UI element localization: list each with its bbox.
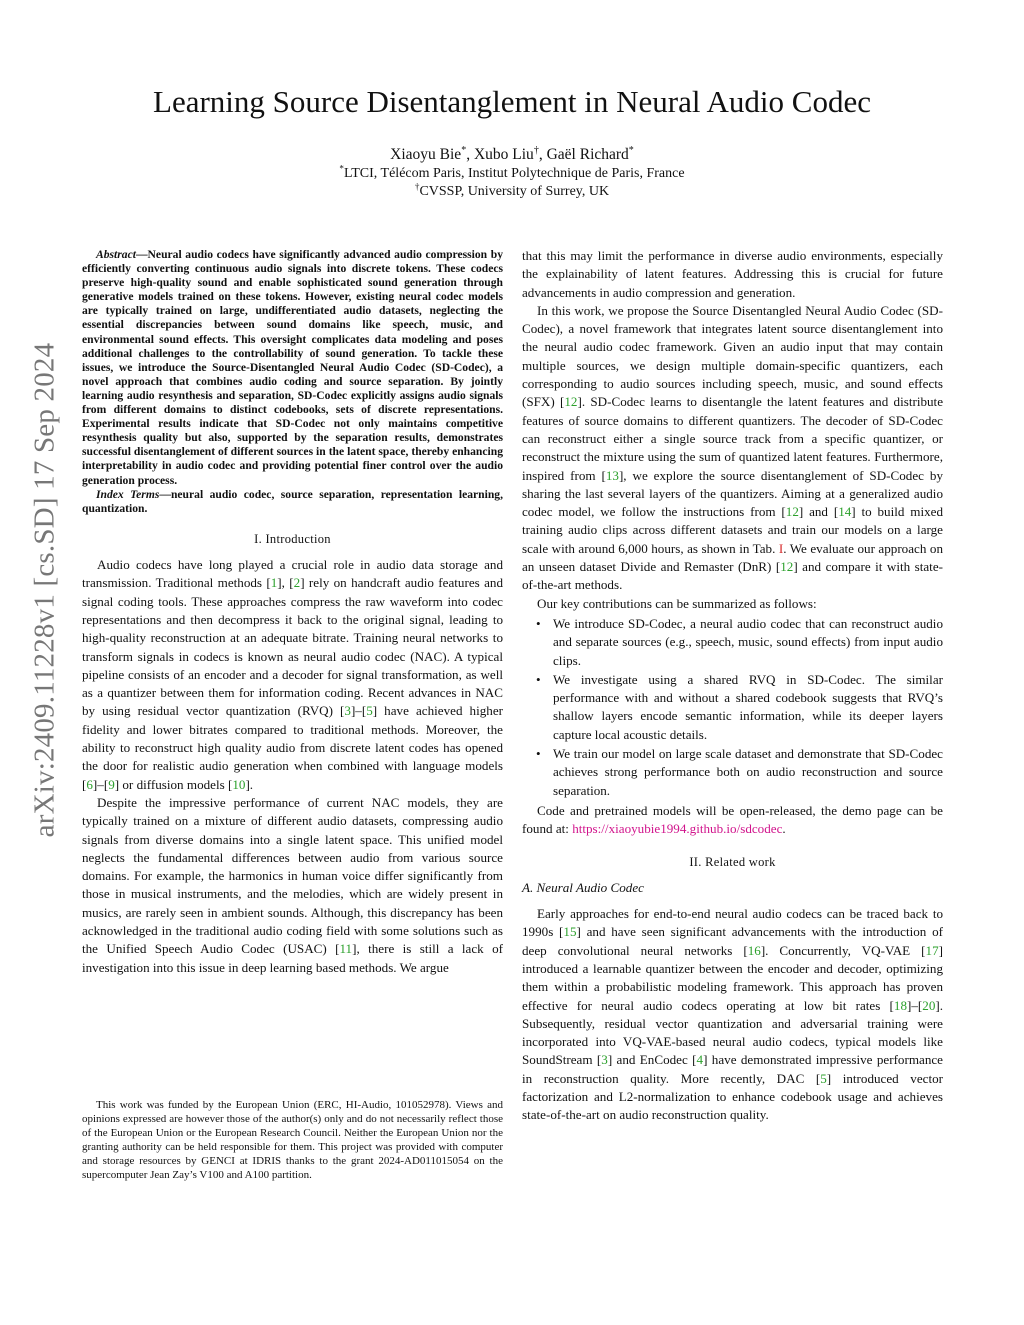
left-column <box>82 248 503 977</box>
citation-link[interactable]: 15 <box>563 924 577 940</box>
citation-link[interactable]: 14 <box>838 504 852 520</box>
citation-link[interactable]: 12 <box>780 559 794 575</box>
citation-link[interactable]: 12 <box>564 394 578 410</box>
contributions-intro: Our key contributions can be summarized as follows: <box>537 595 817 611</box>
citation-link[interactable]: 9 <box>108 776 115 792</box>
citation-link[interactable]: 5 <box>366 703 373 719</box>
bullet-icon: • <box>536 671 541 687</box>
citation-link[interactable]: 17 <box>925 942 939 958</box>
citation-link[interactable]: 13 <box>605 467 619 483</box>
intro-paragraph-2: Despite the impressive performance of current NAC models, they are typically trained on a mixture of different audio datasets, compressing audio signals from diverse domains into a single latent space. This unified model neglects the fundamental differences between audio from various source domains. For example, the harmonics in human voice differ significantly from those in musical instruments, and the melodies, which are widely present in musics, are rarely seen in ambient sounds. Although, this discrepancy has been acknowledged in the traditional audio coding field with some solutions such as the Unified Speech Audio Codec (USAC) [11], there is still a lack of investigation into this issue in deep learning based methods. We argue <box>82 794 503 975</box>
demo-page-link[interactable]: https://xiaoyubie1994.github.io/sdcodec <box>572 821 783 837</box>
list-item: • We train our model on large scale dataset and demonstrate that SD-Codec achieves strong performance both on audio reconstruction and source separation. <box>536 746 943 798</box>
contribution-list <box>522 615 943 800</box>
paper-page: Learning Source Disentanglement in Neural Audio Codec Xiaoyu Bie*, Xubo Liu†, Gaël Richard* *LTCI, Télécom Paris, Institut Polytechnique de Paris, France †CVSSP, University of Surrey, UK arXiv:2409.11228v1 [cs.SD] 17 Sep 2024 Abstract—Neural audio codecs have significantly advanced audio compression by efficiently converting continuous audio signals into discrete tokens. These codecs preserve high-quality sound and enable sophisticated sound generation through generative models trained on these tokens. However, existing neural codec models are typically trained on large, undifferentiated audio datasets, neglecting the essential discrepancies between sound domains like speech, music, and environmental sound effects. This oversight complicates data modeling and poses additional challenges to the controllability of sound generation. To tackle these issues, we introduce the Source-Disentangled Neural Audio Codec (SD-Codec), a novel approach that combines audio coding and source separation. By jointly learning audio resynthesis and separation, SD-Codec explicitly assigns audio signals from different domains to distinct codebooks, sets of discrete representations. Experimental results indicate that SD-Codec not only maintains competitive resynthesis quality but also, supported by the separation results, demonstrates successful disentanglement of different sources in the latent space, thereby enhancing interpretability in audio codec and providing potential finer control over the audio generation process. Index Terms—neural audio codec, source separation, representation learning, quantization. I. Introduction Audio codecs have long played a crucial role in audio data storage and transmission. Traditional methods [1], [2] rely on handcraft audio features and signal coding tools. These approaches compress the raw waveform into codec representations and then decompress it back to the original signal, leading to high-quality reconstruction at an adequate bitrate. Training neural networks to transform signals in codecs is known as neural audio codec (NAC). A typical pipeline consists of an encoder and a decoder for signal transformation, as well as a quantizer between them for information coding. Recent advances in NAC by using residual vector quantization (RVQ) [3]–[5] have achieved higher fidelity and lower bitrates compared to traditional methods. Moreover, the ability to reconstruct high quality audio from discrete latent codes has opened the door for realistic audio generation when combined with language models [6]–[9] or diffusion models [10]. Despite the impressive performance of current NAC models, they are typically trained on a mixture of different audio datasets, compressing audio signals from diverse domains into a single latent space. This unified model neglects the fundamental differences between audio from various source domains. For example, the harmonics in human voice differ significantly from those in musical instruments, and the melodies, which are widely present in musics, are rarely seen in ambient sounds. Although, this discrepancy has been acknowledged in the traditional audio coding field with some solutions such as the Unified Speech Audio Codec (USAC) [11], there is still a lack of investigation into this issue in deep learning based methods. We argue This work was funded by the European Union (ERC, HI-Audio, 101052978). Views and opinions expressed are however those of the author(s) only and do not necessarily reflect those of the European Union or the European Research Council. Neither the European Union nor the granting authority can be held responsible for them. This project was provided with computer and storage resources by GENCI at IDRIS thanks to the grant 2024-AD011015054 on the supercomputer Jean Zay’s V100 and A100 partition. that this may limit the performance in diverse audio environments, especially the explainability of latent features. Addressing this is crucial for future advancements in audio compression and generation. In this work, we propose the Source Disentangled Neural Audio Codec (SD-Codec), a novel framework that integrates latent source disentanglement into the neural audio codec framework. Given an audio input that may contain multiple sources, we design multiple domain-specific quantizers, each corresponding to audio sources including speech, music, and sound effects (SFX) [12]. SD-Codec learns to disentangle the latent features and distribute features of source domains to different quantizers. The decoder of SD-Codec can reconstruct either a single source track from a specific quantizer, or reconstruct the mixture using the sum of quantized latent features. Furthermore, inspired from [13], we explore the source disentanglement of SD-Codec by sharing the last several layers of the quantizers. Aiming at a generalized audio codec model, we follow the instructions from [12] and [14] to build mixed training audio clips across different datasets and train our models on a large scale with around 6,000 hours, as shown in Tab. I. We evaluate our approach on an unseen dataset Divide and Remaster (DnR) [12] and compare it with state-of-the-art methods. Our key contributions can be summarized as follows: • We introduce SD-Codec, a neural audio codec that can reconstruct audio and separate sources (e.g., speech, music, sound effects) from input audio clips. • We investigate using a shared RVQ in SD-Codec. The similar performance with and without a shared codebook suggests that RVQ’s shallow layers encode semantic information, while its deeper layers capture local acoustic details. • We train our model on large scale dataset and demonstrate that SD-Codec achieves strong performance both on audio reconstruction and source separation. Code and pretrained models will be open-released, the demo page can be found at: https://xiaoyubie1994.github.io/sdcodec. II. Related work A. Neural Audio Codec Early approaches for end-to-end neural audio codecs can be traced back to 1990s [15] and have seen significant advancements with the introduction of deep convolutional neural networks [16]. Concurrently, VQ-VAE [17] introduced a learnable quantizer between the encoder and decoder, optimizing them within a probabilistic modeling framework. This approach has proven effective for neural audio codecs operating at low bit rates [18]–[20]. Subsequently, residual vector quantization and adversarial training were incorporated into VQ-VAE-based neural audio codecs, typical models like SoundStream [3] and EnCodec [4] have demonstrated impressive performance in reconstruction quality. More recently, DAC [5] introduced vector factorization and L2-normalization to enhance codebook usage and achieves state-of-the-art on audio reconstruction quality. <box>0 0 1024 1325</box>
right-column <box>522 247 943 1125</box>
subsection-heading: A. Neural Audio Codec <box>522 879 644 895</box>
citation-link[interactable]: 4 <box>696 1052 704 1068</box>
list-item: • We investigate using a shared RVQ in SD-Codec. The similar performance with and without a shared codebook suggests that RVQ’s shallow layers encode semantic information, while its deeper layers capture local acoustic details. <box>536 671 943 742</box>
paper-title: Learning Source Disentanglement in Neural Audio Codec <box>153 84 871 119</box>
related-work-paragraph: Early approaches for end-to-end neural audio codecs can be traced back to 1990s [15] and have seen significant advancements with the introduction of deep convolutional neural networks [16]. Concurrently, VQ-VAE [17] introduced a learnable quantizer between the encoder and decoder, optimizing them within a probabilistic modeling framework. This approach has proven effective for neural audio codecs operating at low bit rates [18]–[20]. Subsequently, residual vector quantization and adversarial training were incorporated into VQ-VAE-based neural audio codecs, typical models like SoundStream [3] and EnCodec [4] have demonstrated impressive performance in reconstruction quality. More recently, DAC [5] introduced vector factorization and L2-normalization to enhance codebook usage and achieves state-of-the-art on audio reconstruction quality. <box>522 906 944 1123</box>
citation-link[interactable]: 2 <box>293 575 301 591</box>
table-ref-link[interactable]: I <box>778 540 784 556</box>
affiliation: *LTCI, Télécom Paris, Institut Polytechnique de Paris, France <box>339 163 685 181</box>
citation-link[interactable]: 18 <box>893 997 907 1013</box>
bullet-icon: • <box>536 746 541 762</box>
author-name: Xiaoyu Bie <box>390 146 462 163</box>
citation-link[interactable]: 12 <box>785 504 799 520</box>
demo-paragraph: Code and pretrained models will be open-released, the demo page can be found at: https://xiaoyubie1994.github.io/sdcodec. <box>522 802 943 837</box>
funding-footnote: This work was funded by the European Union (ERC, HI-Audio, 101052978). Views and opinions expressed are however those of the author(s) only and do not necessarily reflect those of the European Union or the European Research Council. Neither the European Union nor the granting authority can be held responsible for them. This project was provided with computer and storage resources by GENCI at IDRIS thanks to the grant 2024-AD011015054 on the supercomputer Jean Zay’s V100 and A100 partition. <box>82 1099 503 1181</box>
citation-link[interactable]: 3 <box>344 703 351 719</box>
affiliation: †CVSSP, University of Surrey, UK <box>414 181 610 199</box>
continued-paragraph: that this may limit the performance in diverse audio environments, especially the explainability of latent features. Addressing this is crucial for future advancements in audio compression and generation. <box>522 248 943 300</box>
citation-link[interactable]: 1 <box>270 575 278 591</box>
author-list: Xiaoyu Bie*, Xubo Liu†, Gaël Richard* <box>390 144 634 163</box>
citation-link[interactable]: 3 <box>601 1052 608 1068</box>
abstract: Abstract—Neural audio codecs have significantly advanced audio compression by efficiently converting continuous audio signals into discrete tokens. These codecs preserve high-quality sound and enable sophisticated sound generation through generative models trained on these tokens. However, existing neural codec models are typically trained on large, undifferentiated audio datasets, neglecting the essential discrepancies between sound domains like speech, music, and environmental sound effects. This oversight complicates data modeling and poses additional challenges to the controllability of sound generation. To tackle these issues, we introduce the Source-Disentangled Neural Audio Codec (SD-Codec), a novel approach that combines audio coding and source separation. By jointly learning audio resynthesis and separation, SD-Codec explicitly assigns audio signals from different domains to distinct codebooks, sets of discrete representations. Experimental results indicate that SD-Codec not only maintains competitive resynthesis quality but also, supported by the separation results, demonstrates successful disentanglement of different sources in the latent space, thereby enhancing interpretability in audio codec and providing potential finer control over the audio generation process. <box>82 248 503 487</box>
index-terms: Index Terms—neural audio codec, source separation, representation learning, quantization. <box>82 487 503 515</box>
contribution-paragraph: In this work, we propose the Source Disentangled Neural Audio Codec (SD-Codec), a novel framework that integrates latent source disentanglement into the neural audio codec framework. Given an audio input that may contain multiple sources, we design multiple domain-specific quantizers, each corresponding to audio sources including speech, music, and sound effects (SFX) [12]. SD-Codec learns to disentangle the latent features and distribute features of source domains to different quantizers. The decoder of SD-Codec can reconstruct either a single source track from a specific quantizer, or reconstruct the mixture using the sum of quantized latent features. Furthermore, inspired from [13], we explore the source disentanglement of SD-Codec by sharing the last several layers of the quantizers. Aiming at a generalized audio codec model, we follow the instructions from [12] and [14] to build mixed training audio clips across different datasets and train our models on a large scale with around 6,000 hours, as shown in Tab. I. We evaluate our approach on an unseen dataset Divide and Remaster (DnR) [12] and compare it with state-of-the-art methods. <box>522 302 944 593</box>
citation-link[interactable]: 20 <box>922 997 936 1013</box>
bullet-icon: • <box>536 615 541 631</box>
citation-link[interactable]: 5 <box>820 1070 827 1086</box>
author-name: Xubo Liu <box>473 146 534 163</box>
list-item: • We introduce SD-Codec, a neural audio codec that can reconstruct audio and separate sources (e.g., speech, music, sound effects) from input audio clips. <box>536 615 943 668</box>
section-heading-introduction: I. Introduction <box>254 531 331 546</box>
intro-paragraph-1: Audio codecs have long played a crucial role in audio data storage and transmission. Traditional methods [1], [2] rely on handcraft audio features and signal coding tools. These approaches compress the raw waveform into codec representations and then decompress it back to the original signal, leading to high-quality reconstruction at an adequate bitrate. Training neural networks to transform signals in codecs is known as neural audio codec (NAC). A typical pipeline consists of an encoder and a decoder for signal transformation, as well as a quantizer between them for information coding. Recent advances in NAC by using residual vector quantization (RVQ) [3]–[5] have achieved higher fidelity and lower bitrates compared to traditional methods. Moreover, the ability to reconstruct high quality audio from discrete latent codes has opened the door for realistic audio generation when combined with language models [6]–[9] or diffusion models [10]. <box>82 557 503 792</box>
citation-link[interactable]: 10 <box>232 776 246 792</box>
citation-link[interactable]: 6 <box>86 776 93 792</box>
citation-link[interactable]: 11 <box>339 941 353 957</box>
author-name: Gaël Richard <box>546 146 629 163</box>
citation-link[interactable]: 16 <box>747 942 761 958</box>
section-heading-related-work: II. Related work <box>689 854 776 869</box>
